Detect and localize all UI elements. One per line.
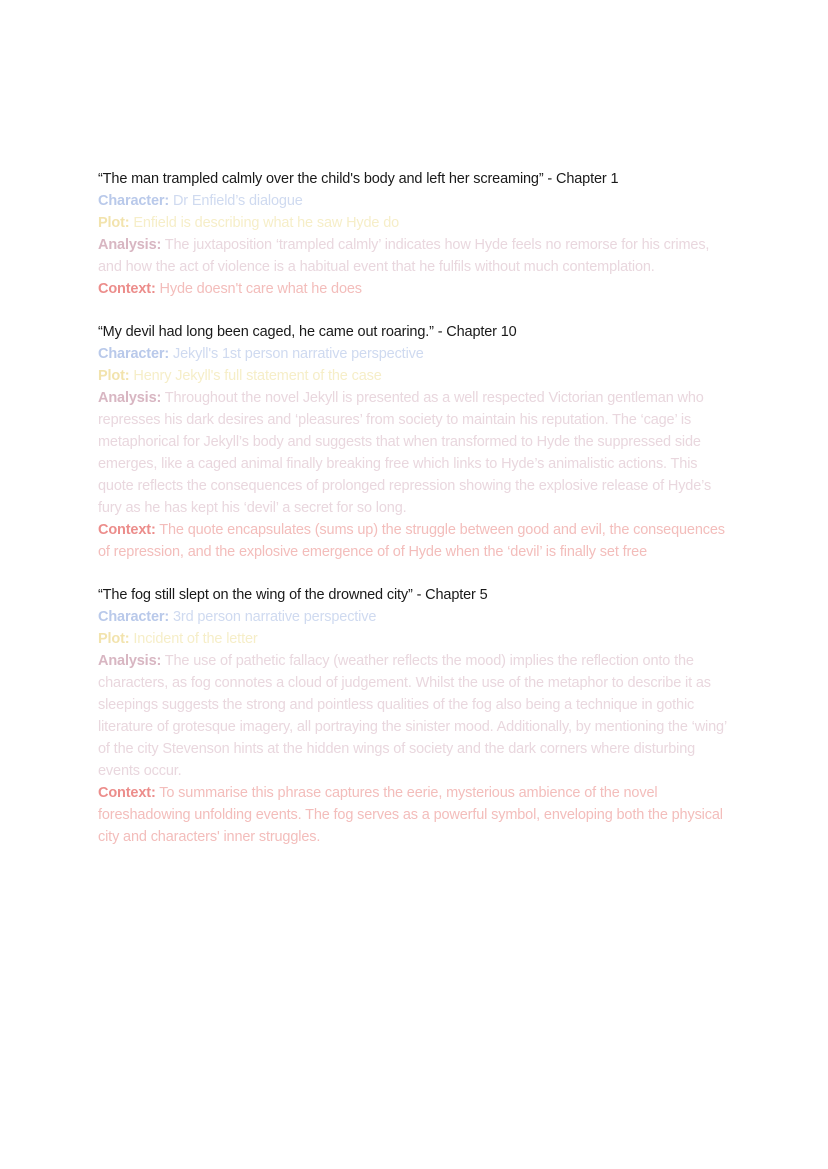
context-label: Context: [98,281,156,297]
quote-block [98,584,730,848]
context-value: Hyde doesn't care what he does [159,281,362,297]
plot-label: Plot: [98,631,130,647]
character-value: 3rd person narrative perspective [172,609,377,625]
plot-line [98,628,730,650]
context-line [98,519,730,563]
character-line [98,606,730,628]
context-value: To summarise this phrase captures the eerie, mysterious ambience of the novel foreshadowing unfolding events. The fog serves as a powerful symbol, enveloping both the physical city and characters' inner struggles. [98,785,723,845]
plot-value: Henry Jekyll's full statement of the case [133,368,382,384]
analysis-line [98,650,730,782]
character-label: Character: [98,609,170,625]
quote-heading: “The fog still slept on the wing of the drowned city” - Chapter 5 [98,587,488,603]
quote-heading: “The man trampled calmly over the child's body and left her screaming” - Chapter 1 [98,171,619,187]
character-label: Character: [98,346,170,362]
context-line [98,278,730,300]
quote-heading: “My devil had long been caged, he came out roaring.” - Chapter 10 [98,324,517,340]
plot-line [98,365,730,387]
quote-block [98,321,730,563]
plot-value: Enfield is describing what he saw Hyde do [133,215,400,231]
analysis-label: Analysis: [98,653,162,669]
document-body [98,168,730,848]
context-label: Context: [98,522,156,538]
character-value: Jekyll's 1st person narrative perspective [172,346,424,362]
plot-line [98,212,730,234]
context-label: Context: [98,785,156,801]
character-line [98,190,730,212]
analysis-line [98,234,730,278]
quote-block [98,168,730,300]
analysis-value: The juxtaposition ‘trampled calmly’ indicates how Hyde feels no remorse for his crimes, and how the act of violence is a habitual event that he fulfils without much contemplation. [98,237,710,275]
analysis-value: The use of pathetic fallacy (weather reflects the mood) implies the reflection onto the characters, as fog connotes a cloud of judgement. Whilst the use of the metaphor to describe it as sleepings suggests the strong and pointless qualities of the fog also being a technique in gothic literature of grotesque imagery, all portraying the sinister mood. Additionally, by mentioning the ‘wing’ of the city Stevenson hints at the hidden wings of society and the dark corners where disturbing events occur. [98,653,727,779]
character-line [98,343,730,365]
analysis-label: Analysis: [98,390,162,406]
context-value: The quote encapsulates (sums up) the struggle between good and evil, the consequences of repression, and the explosive emergence of of Hyde when the ‘devil’ is finally set free [98,522,725,560]
analysis-value: Throughout the novel Jekyll is presented as a well respected Victorian gentleman who represses his dark desires and ‘pleasures’ from society to maintain his reputation. The ‘cage’ is metaphorical for Jekyll’s body and suggests that when transformed to Hyde the suppressed side emerges, like a caged animal finally breaking free which links to Hyde’s animalistic actions. This quote reflects the consequences of prolonged repression showing the explosive release of Hyde’s fury as he has kept his ‘devil’ a secret for so long. [98,390,712,516]
plot-value: Incident of the letter [133,631,258,647]
analysis-line [98,387,730,519]
context-line [98,782,730,848]
plot-label: Plot: [98,368,130,384]
plot-label: Plot: [98,215,130,231]
character-value: Dr Enfield’s dialogue [172,193,303,209]
character-label: Character: [98,193,170,209]
analysis-label: Analysis: [98,237,162,253]
